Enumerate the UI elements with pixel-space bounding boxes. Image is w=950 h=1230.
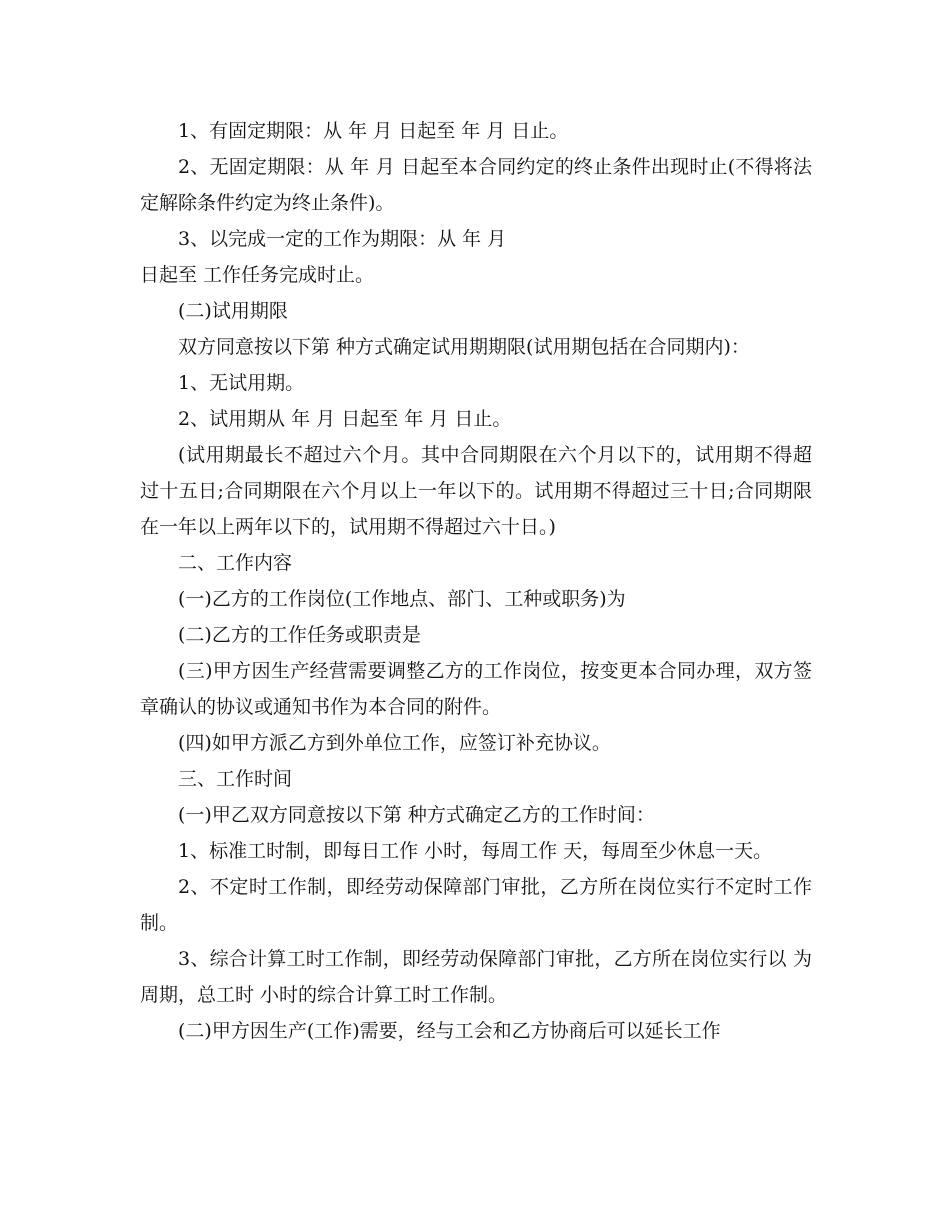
paragraph-comprehensive-hours: 3、综合计算工时工作制，即经劳动保障部门审批，乙方所在岗位实行以 为周期，总工时 小时的综合计算工时工作制。 xyxy=(140,948,812,1006)
paragraph-task-term-continued: 日起至 工作任务完成时止。 xyxy=(140,264,375,286)
paragraph-hours-method: (一)甲乙双方同意按以下第 种方式确定乙方的工作时间： xyxy=(178,804,655,826)
paragraph-flexible-hours: 2、不定时工作制，即经劳动保障部门审批，乙方所在岗位实行不定时工作制。 xyxy=(140,876,812,934)
section-heading-probation: (二)试用期限 xyxy=(178,300,288,322)
paragraph-work-position: (一)乙方的工作岗位(工作地点、部门、工种或职务)为 xyxy=(178,588,626,610)
paragraph-overtime: (二)甲方因生产(工作)需要，经与工会和乙方协商后可以延长工作 xyxy=(178,1020,721,1042)
document-body xyxy=(140,113,812,1049)
paragraph-probation-period: 2、试用期从 年 月 日起至 年 月 日止。 xyxy=(178,408,512,430)
paragraph-probation-note: (试用期最长不超过六个月。其中合同期限在六个月以下的，试用期不得超过十五日;合同期限在六个月以上一年以下的。试用期不得超过三十日;合同期限在一年以上两年以下的，试用期不得超过六十日。) xyxy=(140,444,812,538)
paragraph-position-adjustment: (三)甲方因生产经营需要调整乙方的工作岗位，按变更本合同办理，双方签章确认的协议或通知书作为本合同的附件。 xyxy=(140,660,812,718)
paragraph-fixed-term: 1、有固定期限：从 年 月 日起至 年 月 日止。 xyxy=(178,120,569,142)
paragraph-external-assignment: (四)如甲方派乙方到外单位工作，应签订补充协议。 xyxy=(178,732,611,754)
section-heading-working-hours: 三、工作时间 xyxy=(178,768,293,790)
paragraph-no-probation: 1、无试用期。 xyxy=(178,372,305,394)
paragraph-task-term: 3、以完成一定的工作为期限：从 年 月 xyxy=(178,228,507,250)
paragraph-standard-hours: 1、标准工时制，即每日工作 小时，每周工作 天，每周至少休息一天。 xyxy=(178,840,773,862)
paragraph-probation-method: 双方同意按以下第 种方式确定试用期期限(试用期包括在合同期内)： xyxy=(178,336,750,358)
paragraph-work-duties: (二)乙方的工作任务或职责是 xyxy=(178,624,421,646)
paragraph-open-term: 2、无固定期限：从 年 月 日起至本合同约定的终止条件出现时止(不得将法定解除条件约定为终止条件)。 xyxy=(140,156,812,214)
section-heading-work-content: 二、工作内容 xyxy=(178,552,293,574)
